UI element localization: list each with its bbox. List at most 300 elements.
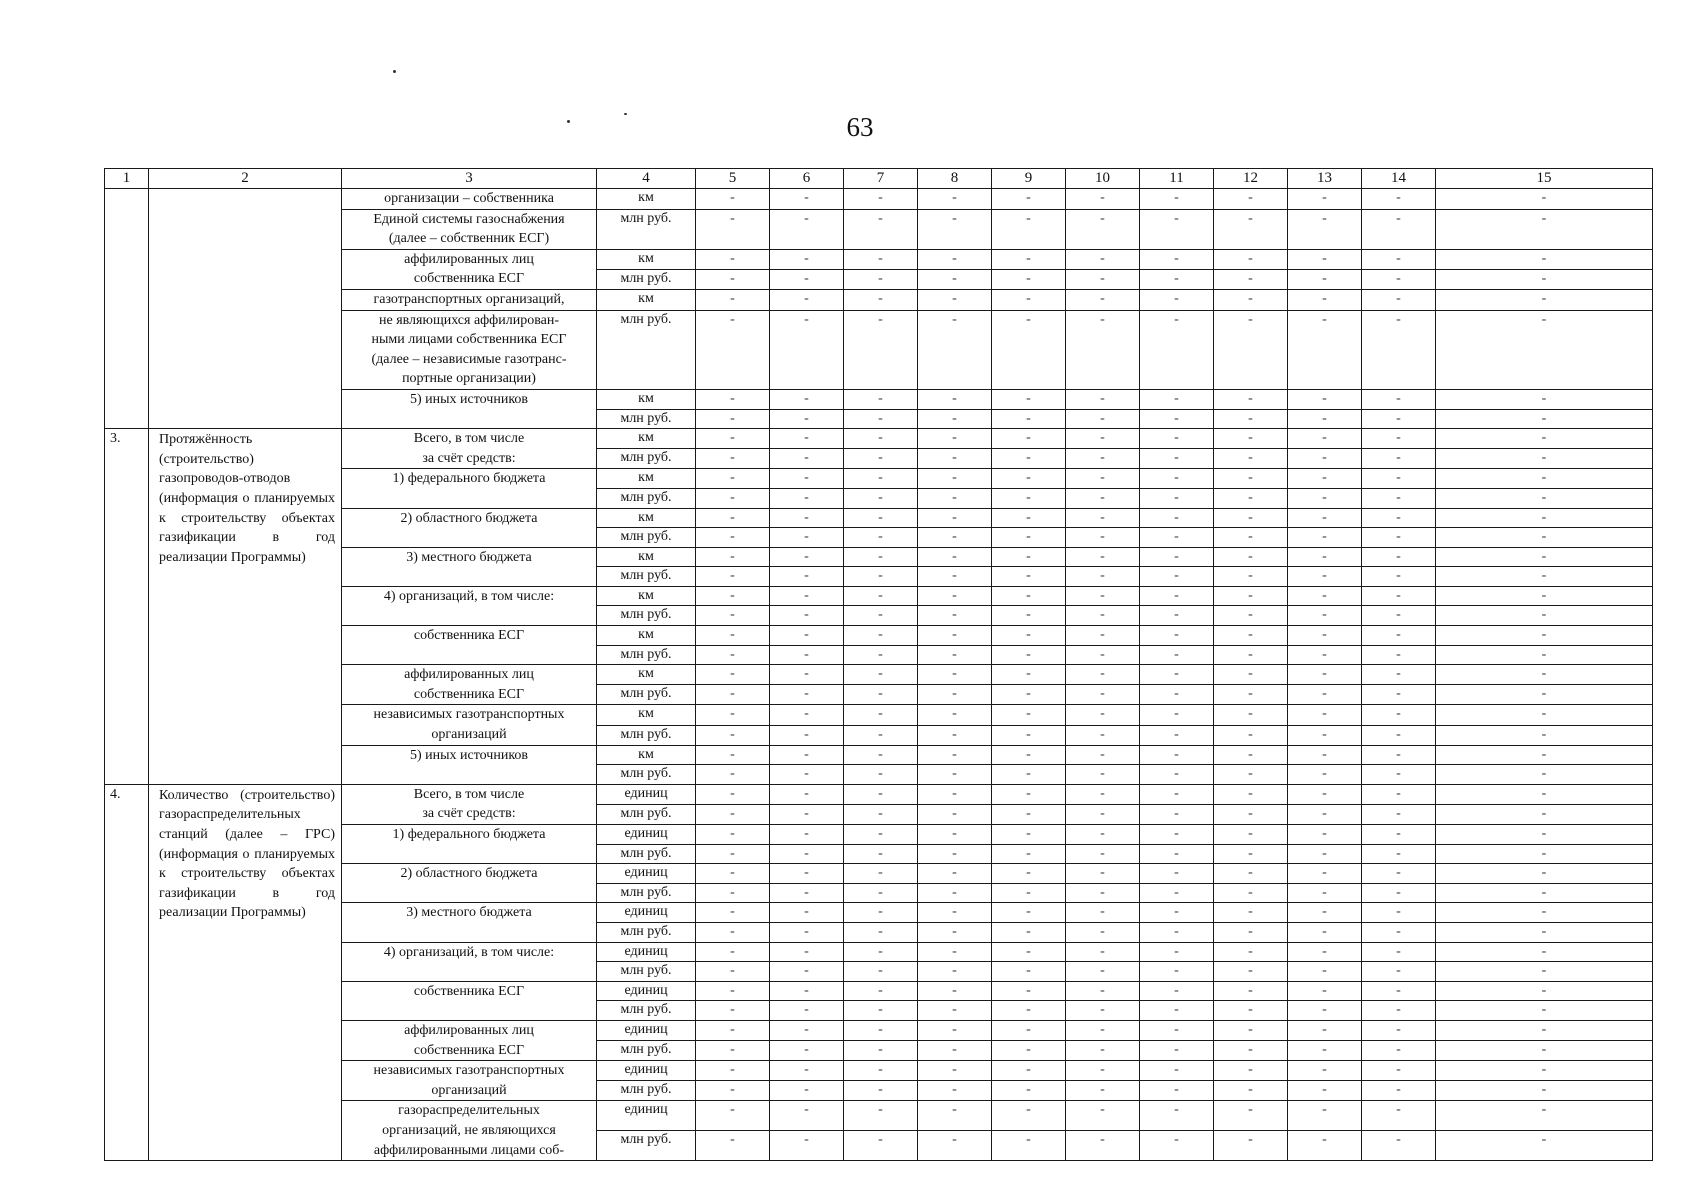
value-cell: - <box>1140 1001 1214 1021</box>
value-cell: - <box>992 804 1066 824</box>
value-cell: - <box>1066 745 1140 765</box>
value-cell: - <box>992 922 1066 942</box>
unit-cell: единиц <box>597 1061 696 1081</box>
value-cell: - <box>1066 409 1140 429</box>
value-cell: - <box>770 981 844 1001</box>
value-cell: - <box>992 547 1066 567</box>
value-cell: - <box>992 685 1066 705</box>
column-header: 11 <box>1140 169 1214 189</box>
value-cell: - <box>770 745 844 765</box>
unit-cell: млн руб. <box>597 269 696 289</box>
value-cell: - <box>1436 705 1653 725</box>
value-cell: - <box>1066 626 1140 646</box>
source-description-line: Всего, в том числе <box>413 431 525 447</box>
source-description-line: (далее – собственник ЕСГ) <box>388 231 550 247</box>
value-cell: - <box>770 962 844 982</box>
value-cell: - <box>770 269 844 289</box>
value-cell: - <box>1140 765 1214 785</box>
value-cell: - <box>1436 725 1653 745</box>
unit-cell: км <box>597 508 696 528</box>
unit-cell: км <box>597 429 696 449</box>
value-cell: - <box>918 469 992 489</box>
value-cell: - <box>1436 685 1653 705</box>
value-cell: - <box>918 189 992 210</box>
value-cell: - <box>1066 1081 1140 1101</box>
value-cell: - <box>1140 685 1214 705</box>
value-cell: - <box>1436 488 1653 508</box>
value-cell: - <box>696 962 770 982</box>
value-cell: - <box>1436 1041 1653 1061</box>
value-cell: - <box>696 864 770 884</box>
source-description <box>342 1061 597 1101</box>
value-cell: - <box>918 1041 992 1061</box>
source-description-line: собственника ЕСГ <box>413 686 525 702</box>
unit-cell: млн руб. <box>597 804 696 824</box>
value-cell: - <box>1362 449 1436 469</box>
value-cell: - <box>1140 1061 1214 1081</box>
value-cell: - <box>1362 725 1436 745</box>
value-cell: - <box>1436 942 1653 962</box>
value-cell: - <box>1288 883 1362 903</box>
value-cell: - <box>918 784 992 804</box>
column-header: 15 <box>1436 169 1653 189</box>
value-cell: - <box>918 825 992 845</box>
value-cell: - <box>1066 784 1140 804</box>
unit-cell: единиц <box>597 825 696 845</box>
value-cell: - <box>992 469 1066 489</box>
unit-cell: млн руб. <box>597 1041 696 1061</box>
value-cell: - <box>992 1061 1066 1081</box>
value-cell: - <box>1436 249 1653 269</box>
value-cell: - <box>1066 883 1140 903</box>
value-cell: - <box>992 705 1066 725</box>
source-description-line: 4) организаций, в том числе: <box>383 944 555 960</box>
value-cell: - <box>696 745 770 765</box>
unit-cell: млн руб. <box>597 1001 696 1021</box>
value-cell: - <box>1066 825 1140 845</box>
value-cell: - <box>1140 962 1214 982</box>
value-cell: - <box>1362 804 1436 824</box>
value-cell: - <box>1436 626 1653 646</box>
row-number: 3. <box>105 429 149 785</box>
unit-cell: км <box>597 389 696 409</box>
source-description-line: 3) местного бюджета <box>406 549 532 565</box>
source-description-line: за счёт средств: <box>422 806 516 822</box>
value-cell: - <box>1362 665 1436 685</box>
value-cell: - <box>1362 705 1436 725</box>
value-cell: - <box>1288 269 1362 289</box>
value-cell: - <box>992 1020 1066 1040</box>
value-cell: - <box>1436 389 1653 409</box>
value-cell: - <box>770 469 844 489</box>
source-description-line: аффилированных лиц <box>404 667 534 683</box>
value-cell: - <box>992 429 1066 449</box>
value-cell: - <box>1288 209 1362 249</box>
value-cell: - <box>696 449 770 469</box>
page-number: 63 <box>846 112 874 142</box>
value-cell: - <box>992 981 1066 1001</box>
value-cell: - <box>1214 981 1288 1001</box>
value-cell: - <box>1140 269 1214 289</box>
value-cell: - <box>918 645 992 665</box>
value-cell: - <box>696 883 770 903</box>
value-cell: - <box>1140 804 1214 824</box>
source-description-line: 1) федерального бюджета <box>392 827 546 842</box>
value-cell: - <box>1066 1131 1140 1161</box>
source-description-line: организаций, не являющихся <box>382 1122 556 1138</box>
value-cell: - <box>1214 429 1288 449</box>
unit-cell: млн руб. <box>597 1131 696 1161</box>
value-cell: - <box>1214 804 1288 824</box>
value-cell: - <box>1214 864 1288 884</box>
source-description <box>342 981 597 1020</box>
value-cell: - <box>1214 488 1288 508</box>
value-cell: - <box>918 409 992 429</box>
value-cell: - <box>1066 922 1140 942</box>
unit-cell: единиц <box>597 1020 696 1040</box>
source-description-line: не являющихся аффилирован- <box>378 312 560 328</box>
value-cell: - <box>1214 1131 1288 1161</box>
source-description <box>342 547 597 586</box>
value-cell: - <box>696 903 770 923</box>
value-cell: - <box>844 942 918 962</box>
value-cell: - <box>1066 844 1140 864</box>
value-cell: - <box>770 1041 844 1061</box>
value-cell: - <box>1288 586 1362 606</box>
value-cell: - <box>1140 1131 1214 1161</box>
value-cell: - <box>770 528 844 548</box>
value-cell: - <box>770 626 844 646</box>
value-cell: - <box>1362 1131 1436 1161</box>
value-cell: - <box>992 645 1066 665</box>
source-description-line: независимых газотранспортных <box>373 1063 565 1079</box>
value-cell: - <box>1288 289 1362 310</box>
value-cell: - <box>918 289 992 310</box>
value-cell: - <box>1214 844 1288 864</box>
source-description-line: (далее – независимые газотранс- <box>371 351 567 367</box>
value-cell: - <box>1066 269 1140 289</box>
value-cell: - <box>844 883 918 903</box>
column-header: 4 <box>597 169 696 189</box>
value-cell: - <box>918 1061 992 1081</box>
value-cell: - <box>1214 289 1288 310</box>
value-cell: - <box>696 189 770 210</box>
value-cell: - <box>1362 389 1436 409</box>
source-description-line: собственника ЕСГ <box>413 983 525 999</box>
value-cell: - <box>770 844 844 864</box>
row-number: 4. <box>105 784 149 1160</box>
value-cell: - <box>992 825 1066 845</box>
source-description <box>342 626 597 665</box>
value-cell: - <box>1066 903 1140 923</box>
value-cell: - <box>1436 1081 1653 1101</box>
value-cell: - <box>1140 1041 1214 1061</box>
value-cell: - <box>918 883 992 903</box>
value-cell: - <box>992 289 1066 310</box>
value-cell: - <box>696 1001 770 1021</box>
value-cell: - <box>1140 528 1214 548</box>
value-cell: - <box>918 269 992 289</box>
value-cell: - <box>770 547 844 567</box>
source-description-line: собственника ЕСГ <box>413 628 525 644</box>
column-header: 14 <box>1362 169 1436 189</box>
value-cell: - <box>1288 645 1362 665</box>
value-cell: - <box>1362 1061 1436 1081</box>
value-cell: - <box>844 962 918 982</box>
value-cell: - <box>1362 488 1436 508</box>
value-cell: - <box>1436 429 1653 449</box>
value-cell: - <box>1288 1101 1362 1131</box>
value-cell: - <box>1140 825 1214 845</box>
unit-cell: км <box>597 745 696 765</box>
value-cell: - <box>770 1131 844 1161</box>
unit-cell: км <box>597 469 696 489</box>
value-cell: - <box>1436 922 1653 942</box>
value-cell: - <box>770 567 844 587</box>
value-cell: - <box>1066 685 1140 705</box>
value-cell: - <box>1288 903 1362 923</box>
value-cell: - <box>844 310 918 389</box>
value-cell: - <box>1436 528 1653 548</box>
value-cell: - <box>1066 606 1140 626</box>
value-cell: - <box>1214 883 1288 903</box>
value-cell: - <box>992 586 1066 606</box>
value-cell: - <box>1140 745 1214 765</box>
value-cell: - <box>1288 249 1362 269</box>
value-cell: - <box>918 508 992 528</box>
value-cell: - <box>1362 942 1436 962</box>
source-description-line: независимых газотранспортных <box>373 707 565 723</box>
value-cell: - <box>1436 645 1653 665</box>
value-cell: - <box>992 962 1066 982</box>
value-cell: - <box>918 1101 992 1131</box>
value-cell: - <box>1288 922 1362 942</box>
value-cell: - <box>1362 685 1436 705</box>
column-header: 2 <box>149 169 342 189</box>
value-cell: - <box>918 249 992 269</box>
value-cell: - <box>1362 864 1436 884</box>
value-cell: - <box>1436 903 1653 923</box>
value-cell: - <box>844 685 918 705</box>
table-row <box>105 784 1653 804</box>
source-description <box>342 705 597 745</box>
unit-cell: км <box>597 586 696 606</box>
value-cell: - <box>844 844 918 864</box>
value-cell: - <box>1436 825 1653 845</box>
value-cell: - <box>1288 981 1362 1001</box>
value-cell: - <box>1288 825 1362 845</box>
value-cell: - <box>1362 567 1436 587</box>
column-header: 10 <box>1066 169 1140 189</box>
source-description-line: организаций <box>431 1082 507 1098</box>
value-cell: - <box>844 1081 918 1101</box>
value-cell: - <box>992 1131 1066 1161</box>
value-cell: - <box>1362 962 1436 982</box>
value-cell: - <box>1066 547 1140 567</box>
value-cell: - <box>1436 962 1653 982</box>
unit-cell: единиц <box>597 864 696 884</box>
value-cell: - <box>1214 249 1288 269</box>
value-cell: - <box>696 1041 770 1061</box>
source-description <box>342 903 597 942</box>
value-cell: - <box>1066 310 1140 389</box>
value-cell: - <box>696 1131 770 1161</box>
value-cell: - <box>1362 1020 1436 1040</box>
value-cell: - <box>1362 1041 1436 1061</box>
source-description-line: организаций <box>431 727 507 743</box>
value-cell: - <box>1140 725 1214 745</box>
value-cell: - <box>844 626 918 646</box>
source-description-line: 4) организаций, в том числе: <box>383 588 555 604</box>
unit-cell: км <box>597 626 696 646</box>
value-cell: - <box>1214 1020 1288 1040</box>
value-cell: - <box>918 981 992 1001</box>
source-description <box>342 209 597 249</box>
value-cell: - <box>844 745 918 765</box>
value-cell: - <box>918 626 992 646</box>
value-cell: - <box>844 586 918 606</box>
unit-cell: км <box>597 665 696 685</box>
value-cell: - <box>1066 1020 1140 1040</box>
value-cell: - <box>1436 1061 1653 1081</box>
value-cell: - <box>844 429 918 449</box>
value-cell: - <box>770 209 844 249</box>
value-cell: - <box>844 1131 918 1161</box>
value-cell: - <box>918 389 992 409</box>
value-cell: - <box>696 804 770 824</box>
value-cell: - <box>1362 409 1436 429</box>
value-cell: - <box>1362 269 1436 289</box>
value-cell: - <box>1140 249 1214 269</box>
value-cell: - <box>1066 429 1140 449</box>
unit-cell: км <box>597 705 696 725</box>
data-table <box>104 168 1653 1161</box>
source-description <box>342 469 597 508</box>
source-description-line: Всего, в том числе <box>413 786 525 802</box>
value-cell: - <box>844 784 918 804</box>
source-description <box>342 784 597 824</box>
value-cell: - <box>1362 1001 1436 1021</box>
value-cell: - <box>1362 528 1436 548</box>
value-cell: - <box>1140 606 1214 626</box>
value-cell: - <box>1362 626 1436 646</box>
value-cell: - <box>1214 665 1288 685</box>
value-cell: - <box>696 705 770 725</box>
source-description <box>342 429 597 469</box>
value-cell: - <box>1288 528 1362 548</box>
value-cell: - <box>918 606 992 626</box>
value-cell: - <box>1288 189 1362 210</box>
value-cell: - <box>918 844 992 864</box>
value-cell: - <box>1362 586 1436 606</box>
value-cell: - <box>1288 1131 1362 1161</box>
value-cell: - <box>992 844 1066 864</box>
value-cell: - <box>1066 705 1140 725</box>
value-cell: - <box>1362 508 1436 528</box>
value-cell: - <box>844 1101 918 1131</box>
value-cell: - <box>1436 586 1653 606</box>
value-cell: - <box>992 1001 1066 1021</box>
value-cell: - <box>1436 1131 1653 1161</box>
value-cell: - <box>918 528 992 548</box>
value-cell: - <box>992 942 1066 962</box>
source-description-line: Единой системы газоснабжения <box>373 211 565 227</box>
value-cell: - <box>1066 1001 1140 1021</box>
value-cell: - <box>1066 864 1140 884</box>
value-cell: - <box>770 429 844 449</box>
value-cell: - <box>844 209 918 249</box>
value-cell: - <box>844 645 918 665</box>
value-cell: - <box>1140 645 1214 665</box>
value-cell: - <box>696 310 770 389</box>
column-header: 3 <box>342 169 597 189</box>
value-cell: - <box>770 1101 844 1131</box>
source-description-line: аффилированных лиц <box>404 251 534 267</box>
value-cell: - <box>696 429 770 449</box>
value-cell: - <box>770 1020 844 1040</box>
value-cell: - <box>844 922 918 942</box>
value-cell: - <box>1436 310 1653 389</box>
value-cell: - <box>770 665 844 685</box>
value-cell: - <box>992 903 1066 923</box>
value-cell: - <box>1362 825 1436 845</box>
value-cell: - <box>1140 449 1214 469</box>
value-cell: - <box>992 508 1066 528</box>
value-cell: - <box>1288 685 1362 705</box>
value-cell: - <box>992 745 1066 765</box>
value-cell: - <box>918 864 992 884</box>
source-description-line: 5) иных источников <box>409 391 529 407</box>
value-cell: - <box>1362 745 1436 765</box>
value-cell: - <box>1066 645 1140 665</box>
value-cell: - <box>696 586 770 606</box>
value-cell: - <box>696 1081 770 1101</box>
value-cell: - <box>770 942 844 962</box>
value-cell: - <box>696 1020 770 1040</box>
value-cell: - <box>1214 606 1288 626</box>
value-cell: - <box>1214 1101 1288 1131</box>
value-cell: - <box>1214 745 1288 765</box>
value-cell: - <box>992 528 1066 548</box>
value-cell: - <box>844 1061 918 1081</box>
source-description <box>342 586 597 625</box>
value-cell: - <box>770 389 844 409</box>
value-cell: - <box>1436 765 1653 785</box>
value-cell: - <box>1214 1061 1288 1081</box>
value-cell: - <box>1140 981 1214 1001</box>
value-cell: - <box>1288 942 1362 962</box>
value-cell: - <box>992 725 1066 745</box>
value-cell: - <box>1066 765 1140 785</box>
value-cell: - <box>1436 508 1653 528</box>
value-cell: - <box>844 1001 918 1021</box>
value-cell: - <box>1288 1081 1362 1101</box>
unit-cell: млн руб. <box>597 645 696 665</box>
value-cell: - <box>1214 725 1288 745</box>
value-cell: - <box>1140 209 1214 249</box>
value-cell: - <box>1066 665 1140 685</box>
value-cell: - <box>1288 1061 1362 1081</box>
unit-cell: млн руб. <box>597 528 696 548</box>
value-cell: - <box>770 825 844 845</box>
value-cell: - <box>1140 389 1214 409</box>
value-cell: - <box>1214 962 1288 982</box>
source-description <box>342 864 597 903</box>
value-cell: - <box>992 488 1066 508</box>
value-cell: - <box>1140 626 1214 646</box>
value-cell: - <box>918 1081 992 1101</box>
value-cell: - <box>844 567 918 587</box>
